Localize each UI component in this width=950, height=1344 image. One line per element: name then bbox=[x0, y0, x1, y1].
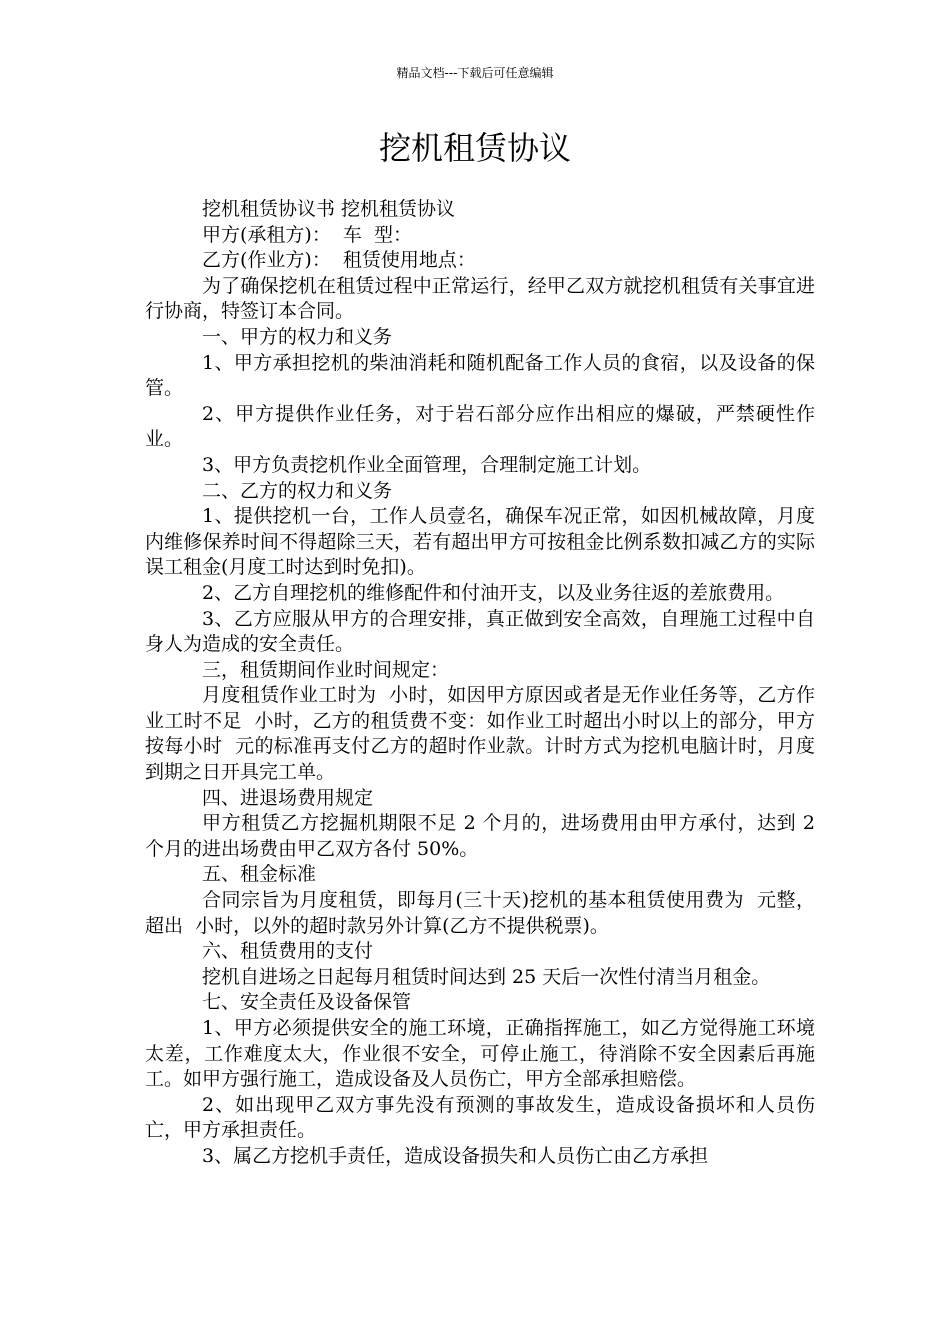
document-title: 挖机租赁协议 bbox=[378, 129, 571, 167]
paragraph: 乙方(作业方)： 租赁使用地点： bbox=[202, 249, 476, 272]
section-heading: 二、乙方的权力和义务 bbox=[202, 479, 393, 502]
paragraph: 3、甲方负责挖机作业全面管理，合理制定施工计划。 bbox=[202, 453, 652, 476]
paragraph: 月度租赁作业工时为 小时，如因甲方原因或者是无作业任务等，乙方作业工时不足 小时，乙方的租赁费不变：如作业工时超出小时以上的部分，甲方按每小时 元的标准再支付乙方的超时作业款。计时方式为挖机电脑计时，月度到期之日开具完工单。 bbox=[145, 684, 815, 784]
section-heading: 四、进退场费用规定 bbox=[202, 786, 374, 809]
header-note: 精品文档---下载后可任意编辑 bbox=[396, 66, 554, 80]
section-heading: 三，租赁期间作业时间规定： bbox=[202, 658, 450, 681]
section-heading: 七、安全责任及设备保管 bbox=[202, 991, 412, 1014]
paragraph: 2、甲方提供作业任务，对于岩石部分应作出相应的爆破，严禁硬性作业。 bbox=[145, 402, 815, 451]
section-heading: 六、租赁费用的支付 bbox=[202, 940, 374, 963]
paragraph: 1、提供挖机一台，工作人员壹名，确保车况正常，如因机械故障，月度内维修保养时间不得超除三天，若有超出甲方可按租金比例系数扣减乙方的实际误工租金(月度工时达到时免扣)。 bbox=[145, 505, 815, 579]
section-heading: 五、租金标准 bbox=[202, 863, 317, 886]
paragraph: 1、甲方承担挖机的柴油消耗和随机配备工作人员的食宿，以及设备的保管。 bbox=[145, 351, 815, 400]
paragraph: 甲方租赁乙方挖掘机期限不足 2 个月的，进场费用由甲方承付，达到 2 个月的进出场费由甲乙双方各付 50%。 bbox=[145, 812, 822, 860]
paragraph: 为了确保挖机在租赁过程中正常运行，经甲乙双方就挖机租赁有关事宜进行协商，特签订本合同。 bbox=[145, 274, 815, 323]
paragraph: 2、如出现甲乙双方事先没有预测的事故发生，造成设备损坏和人员伤亡，甲方承担责任。 bbox=[145, 1093, 815, 1142]
paragraph: 合同宗旨为月度租赁，即每月(三十天)挖机的基本租赁使用费为 元整，超出 小时，以外的超时款另外计算(乙方不提供税票)。 bbox=[145, 889, 815, 937]
paragraph: 挖机租赁协议书 挖机租赁协议 bbox=[202, 198, 456, 220]
section-heading: 一、甲方的权力和义务 bbox=[202, 325, 393, 348]
paragraph: 3、属乙方挖机手责任，造成设备损失和人员伤亡由乙方承担 bbox=[202, 1144, 709, 1167]
document-body bbox=[145, 197, 822, 1170]
paragraph: 3、乙方应服从甲方的合理安排，真正做到安全高效，自理施工过程中自身人为造成的安全责任。 bbox=[145, 607, 815, 656]
paragraph: 挖机自进场之日起每月租赁时间达到 25 天后一次性付清当月租金。 bbox=[202, 965, 771, 988]
paragraph: 2、乙方自理挖机的维修配件和付油开支，以及业务往返的差旅费用。 bbox=[202, 581, 785, 604]
paragraph: 甲方(承租方)： 车 型： bbox=[202, 223, 412, 246]
paragraph: 1、甲方必须提供安全的施工环境，正确指挥施工，如乙方觉得施工环境太差，工作难度太大，作业很不安全，可停止施工，待消除不安全因素后再施工。如甲方强行施工，造成设备及人员伤亡，甲方全部承担赔偿。 bbox=[145, 1017, 815, 1091]
